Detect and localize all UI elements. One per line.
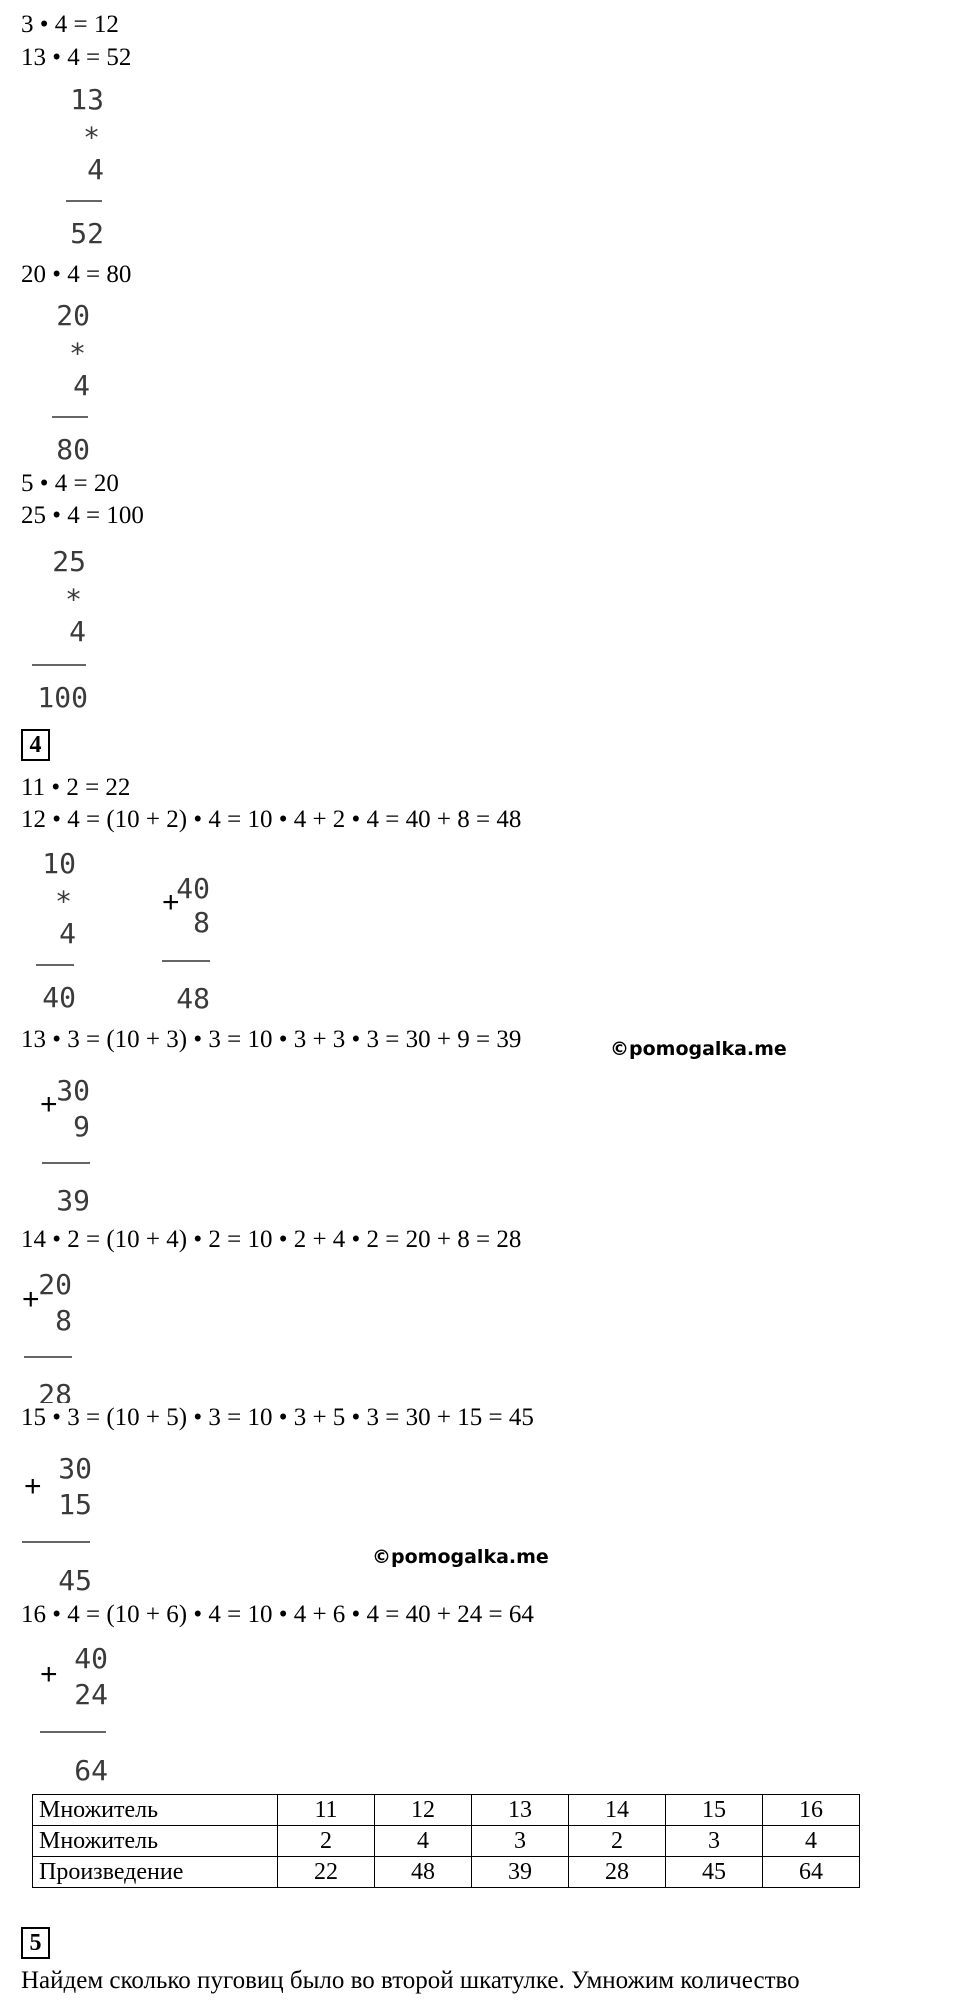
row-header: Произведение <box>33 1857 278 1888</box>
table-cell: 2 <box>569 1826 666 1857</box>
operand: 4 <box>87 153 104 186</box>
table-cell: 16 <box>763 1795 860 1826</box>
operand: 4 <box>69 615 86 648</box>
result: 45 <box>58 1564 92 1597</box>
table-row <box>33 1857 860 1888</box>
plus-sign: + <box>40 1658 58 1691</box>
equation: 13 • 3 = (10 + 3) • 3 = 10 • 3 + 3 • 3 = 30 + 9 = 39 <box>21 1026 522 1053</box>
equation: 3 • 4 = 12 <box>21 11 119 38</box>
result: 64 <box>74 1754 108 1787</box>
plus-sign: + <box>24 1470 42 1503</box>
table-cell: 12 <box>375 1795 472 1826</box>
divider-line <box>66 200 102 202</box>
table-row <box>33 1795 860 1826</box>
table-cell: 45 <box>666 1857 763 1888</box>
plus-sign: + <box>40 1088 58 1121</box>
column-multiplication <box>64 83 104 250</box>
column-multiplication <box>36 847 76 1014</box>
operand: 10 <box>42 847 76 880</box>
divider-line <box>32 664 86 666</box>
divider-line <box>24 1356 72 1358</box>
equation: 11 • 2 = 22 <box>21 774 131 801</box>
table-cell: 4 <box>375 1826 472 1857</box>
watermark: ©pomogalka.me <box>610 1038 787 1060</box>
operator: * <box>69 337 86 370</box>
equation: 12 • 4 = (10 + 2) • 4 = 10 • 4 + 2 • 4 = 40 + 8 = 48 <box>21 806 522 833</box>
table-cell: 4 <box>763 1826 860 1857</box>
equation: 15 • 3 = (10 + 5) • 3 = 10 • 3 + 5 • 3 = 30 + 15 = 45 <box>21 1404 534 1431</box>
operand: 9 <box>73 1110 90 1143</box>
column-multiplication <box>50 299 90 466</box>
result: 39 <box>56 1184 90 1217</box>
table-row <box>33 1826 860 1857</box>
task-paragraph: Найдем сколько пуговиц было во второй шкатулке. Умножим количество <box>21 1967 800 1994</box>
operand: 4 <box>73 369 90 402</box>
table-cell: 2 <box>278 1826 375 1857</box>
result: 40 <box>42 981 76 1014</box>
operand: 20 <box>38 1268 72 1301</box>
table-cell: 3 <box>666 1826 763 1857</box>
table-cell: 11 <box>278 1795 375 1826</box>
equation: 20 • 4 = 80 <box>21 261 132 288</box>
table-cell: 48 <box>375 1857 472 1888</box>
column-addition <box>68 1642 108 1787</box>
operand: 40 <box>74 1642 108 1675</box>
equation: 13 • 4 = 52 <box>21 44 132 71</box>
divider-line <box>52 416 88 418</box>
multiplication-table <box>32 1794 860 1888</box>
plus-sign: + <box>22 1283 40 1316</box>
divider-line <box>36 964 74 966</box>
result: 52 <box>70 217 104 250</box>
table-cell: 28 <box>569 1857 666 1888</box>
operand: 8 <box>193 906 210 939</box>
result: 48 <box>176 982 210 1015</box>
task-number: 4 <box>21 729 50 761</box>
equation: 16 • 4 = (10 + 6) • 4 = 10 • 4 + 6 • 4 = 40 + 24 = 64 <box>21 1601 534 1628</box>
operand: 24 <box>74 1678 108 1711</box>
operator: * <box>83 121 100 154</box>
table-cell: 3 <box>472 1826 569 1857</box>
result: 28 <box>38 1381 72 1403</box>
operand: 25 <box>52 545 86 578</box>
operand: 15 <box>58 1488 92 1521</box>
watermark: ©pomogalka.me <box>372 1546 549 1568</box>
equation: 25 • 4 = 100 <box>21 502 144 529</box>
result: 100 <box>37 681 88 714</box>
operator: * <box>55 885 72 918</box>
equation: 14 • 2 = (10 + 4) • 2 = 10 • 2 + 4 • 2 = 20 + 8 = 28 <box>21 1226 522 1253</box>
operand: 8 <box>55 1304 72 1337</box>
divider-line <box>42 1162 90 1164</box>
operand: 30 <box>56 1074 90 1107</box>
column-multiplication <box>32 545 88 714</box>
divider-line <box>40 1731 106 1733</box>
column-addition <box>168 872 210 1015</box>
column-addition <box>50 1074 90 1217</box>
table-cell: 15 <box>666 1795 763 1826</box>
task-number: 5 <box>21 1927 50 1959</box>
table-cell: 13 <box>472 1795 569 1826</box>
equation: 5 • 4 = 20 <box>21 470 119 497</box>
operand: 13 <box>70 83 104 116</box>
operand: 30 <box>58 1452 92 1485</box>
operand: 20 <box>56 299 90 332</box>
column-addition <box>32 1268 72 1403</box>
row-header: Множитель <box>33 1826 278 1857</box>
divider-line <box>22 1541 90 1543</box>
result: 80 <box>56 433 90 466</box>
operator: * <box>65 583 82 616</box>
table-cell: 14 <box>569 1795 666 1826</box>
divider-line <box>162 960 210 962</box>
column-addition <box>52 1452 92 1597</box>
table-cell: 64 <box>763 1857 860 1888</box>
row-header: Множитель <box>33 1795 278 1826</box>
operand: 40 <box>176 872 210 905</box>
table-cell: 39 <box>472 1857 569 1888</box>
table-cell: 22 <box>278 1857 375 1888</box>
operand: 4 <box>59 917 76 950</box>
plus-sign: + <box>162 886 180 919</box>
